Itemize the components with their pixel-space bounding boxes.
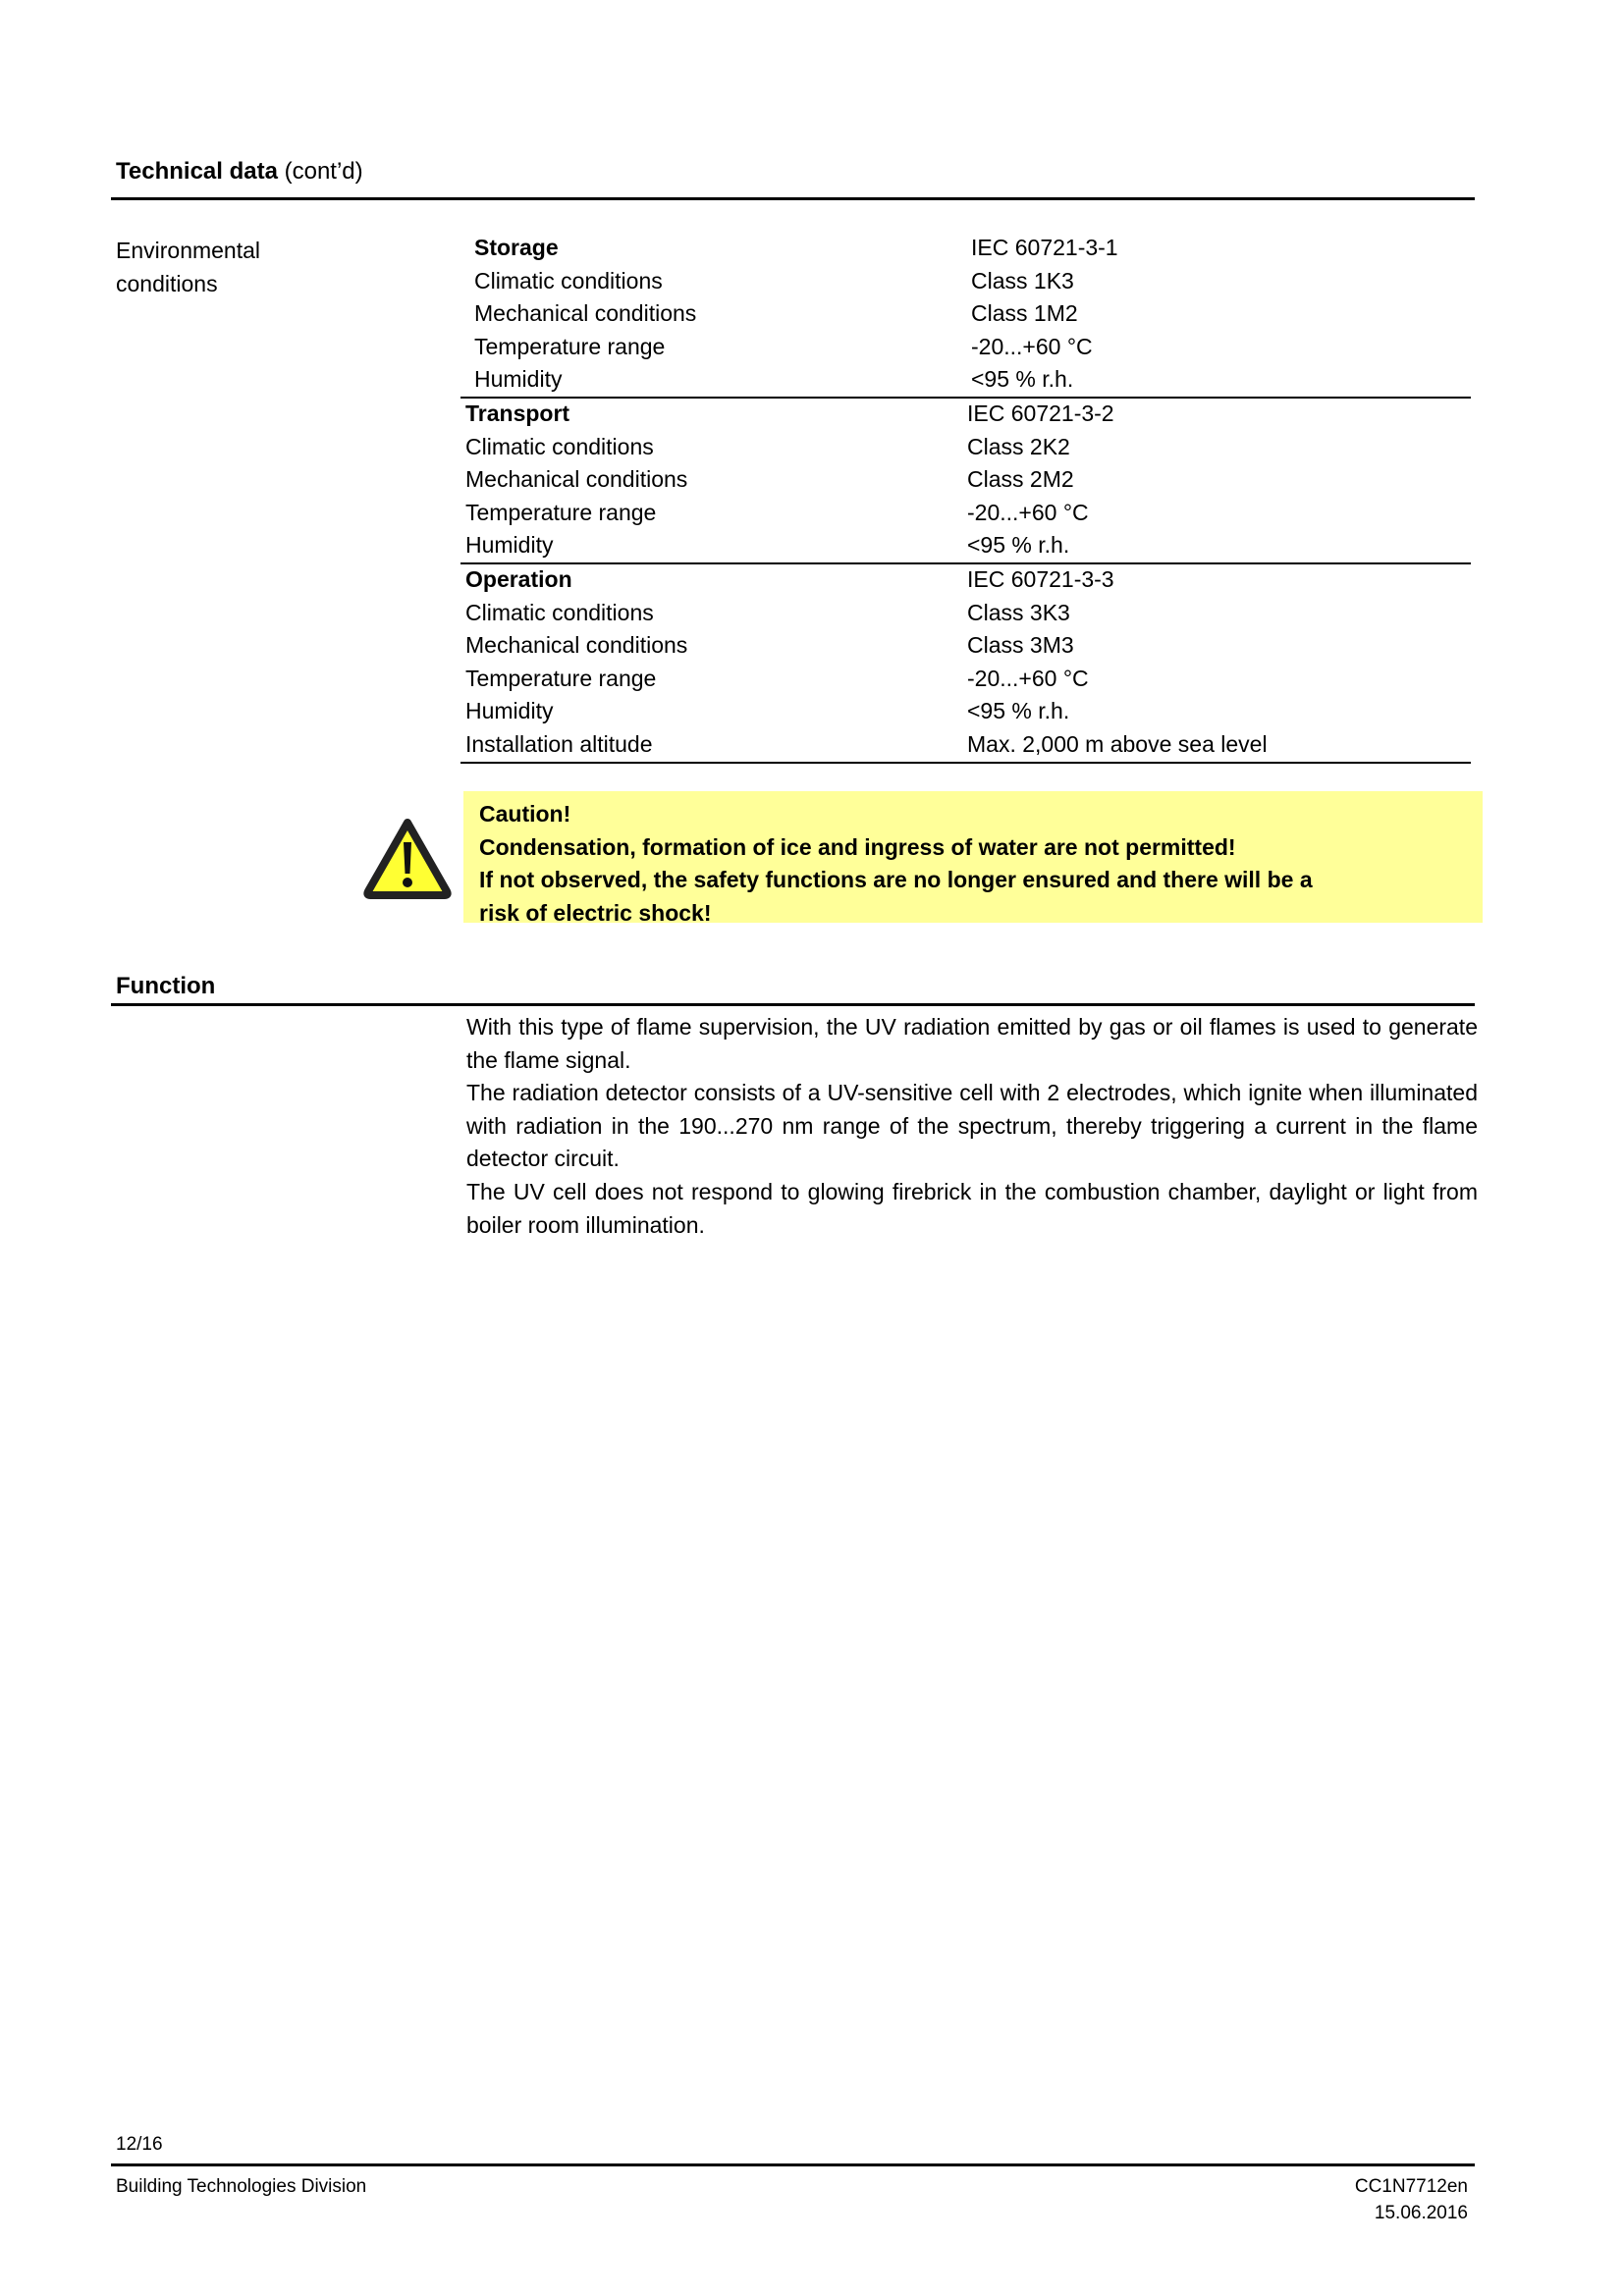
spec-value: -20...+60 °C xyxy=(967,499,1089,525)
spec-row xyxy=(460,629,1471,663)
page-number: 12/16 xyxy=(116,2134,163,2155)
function-paragraph: With this type of flame supervision, the UV radiation emitted by gas or oil flames is used to generate the flame signal. xyxy=(466,1014,1478,1073)
spec-row xyxy=(460,597,1471,630)
spec-row xyxy=(460,331,1471,364)
spec-row-header xyxy=(460,232,1471,265)
label-line-2: conditions xyxy=(116,270,218,296)
label-line-1: Environmental xyxy=(116,238,261,263)
spec-value: Class 2K2 xyxy=(967,433,1070,459)
group-standard: IEC 60721-3-3 xyxy=(967,566,1114,592)
function-body xyxy=(466,1011,1478,1242)
caution-box xyxy=(463,791,1483,926)
spec-row xyxy=(460,363,1471,397)
spec-group-transport xyxy=(460,398,1471,564)
function-heading: Function xyxy=(116,973,216,999)
spec-row xyxy=(460,529,1471,562)
environmental-conditions-label xyxy=(116,235,260,300)
spec-value: Max. 2,000 m above sea level xyxy=(967,730,1268,757)
spec-label: Humidity xyxy=(465,532,554,559)
heading-suffix: (cont’d) xyxy=(277,158,363,185)
spec-row-header xyxy=(460,563,1471,597)
group-standard: IEC 60721-3-1 xyxy=(971,235,1118,260)
spec-value: -20...+60 °C xyxy=(971,333,1093,359)
spec-label: Mechanical conditions xyxy=(465,466,688,493)
spec-value: Class 3M3 xyxy=(967,632,1074,659)
spec-label: Mechanical conditions xyxy=(474,300,697,327)
spec-label: Temperature range xyxy=(465,665,657,691)
footer-date: 15.06.2016 xyxy=(1374,2203,1468,2223)
spec-label: Humidity xyxy=(465,698,554,724)
caution-title: Caution! xyxy=(479,801,571,827)
group-name: Storage xyxy=(474,235,559,260)
footer-document-code: CC1N7712en xyxy=(1354,2176,1468,2197)
function-rule xyxy=(111,1003,1475,1006)
spec-group-storage xyxy=(460,232,1471,399)
spec-row xyxy=(460,431,1471,464)
spec-row xyxy=(460,663,1471,696)
caution-line-1: Condensation, formation of ice and ingress of water are not permitted! xyxy=(479,833,1236,860)
footer-rule xyxy=(111,2163,1475,2166)
group-name: Transport xyxy=(465,400,570,426)
spec-value: -20...+60 °C xyxy=(967,665,1089,691)
spec-row xyxy=(460,728,1471,762)
section-heading-function xyxy=(116,973,215,1000)
spec-value: <95 % r.h. xyxy=(967,698,1070,724)
spec-label: Climatic conditions xyxy=(465,433,654,459)
spec-value: <95 % r.h. xyxy=(967,532,1070,559)
spec-label: Temperature range xyxy=(465,499,657,525)
spec-label: Climatic conditions xyxy=(474,267,663,294)
spec-row xyxy=(460,463,1471,497)
caution-line-2: If not observed, the safety functions are no longer ensured and there will be a xyxy=(479,867,1313,893)
function-paragraph: The radiation detector consists of a UV-sensitive cell with 2 electrodes, which ignite when illuminated with radiation in the 190...270 nm range of the spectrum, thereby triggering a current in the flame detector circuit. xyxy=(466,1080,1478,1172)
spec-value: Class 1K3 xyxy=(971,267,1074,294)
spec-row xyxy=(460,497,1471,530)
spec-row-header xyxy=(460,398,1471,431)
spec-label: Installation altitude xyxy=(465,730,653,757)
group-standard: IEC 60721-3-2 xyxy=(967,400,1114,426)
spec-group-operation xyxy=(460,563,1471,764)
heading-title: Technical data xyxy=(116,158,278,185)
spec-row xyxy=(460,297,1471,331)
spec-value: Class 2M2 xyxy=(967,466,1074,493)
footer-division: Building Technologies Division xyxy=(116,2176,367,2197)
group-name: Operation xyxy=(465,566,572,592)
spec-label: Temperature range xyxy=(474,333,666,359)
spec-label: Climatic conditions xyxy=(465,599,654,625)
spec-value: Class 3K3 xyxy=(967,599,1070,625)
heading-rule xyxy=(111,197,1475,200)
spec-label: Humidity xyxy=(474,366,563,393)
section-heading-technical-data xyxy=(116,158,363,186)
function-paragraph: The UV cell does not respond to glowing firebrick in the combustion chamber, daylight or light from boiler room illumination. xyxy=(466,1178,1478,1238)
spec-value: <95 % r.h. xyxy=(971,366,1074,393)
caution-line-3: risk of electric shock! xyxy=(479,899,712,926)
spec-label: Mechanical conditions xyxy=(465,632,688,659)
spec-row xyxy=(460,265,1471,298)
warning-triangle-icon xyxy=(362,817,453,899)
spec-value: Class 1M2 xyxy=(971,300,1078,327)
spec-row xyxy=(460,695,1471,728)
